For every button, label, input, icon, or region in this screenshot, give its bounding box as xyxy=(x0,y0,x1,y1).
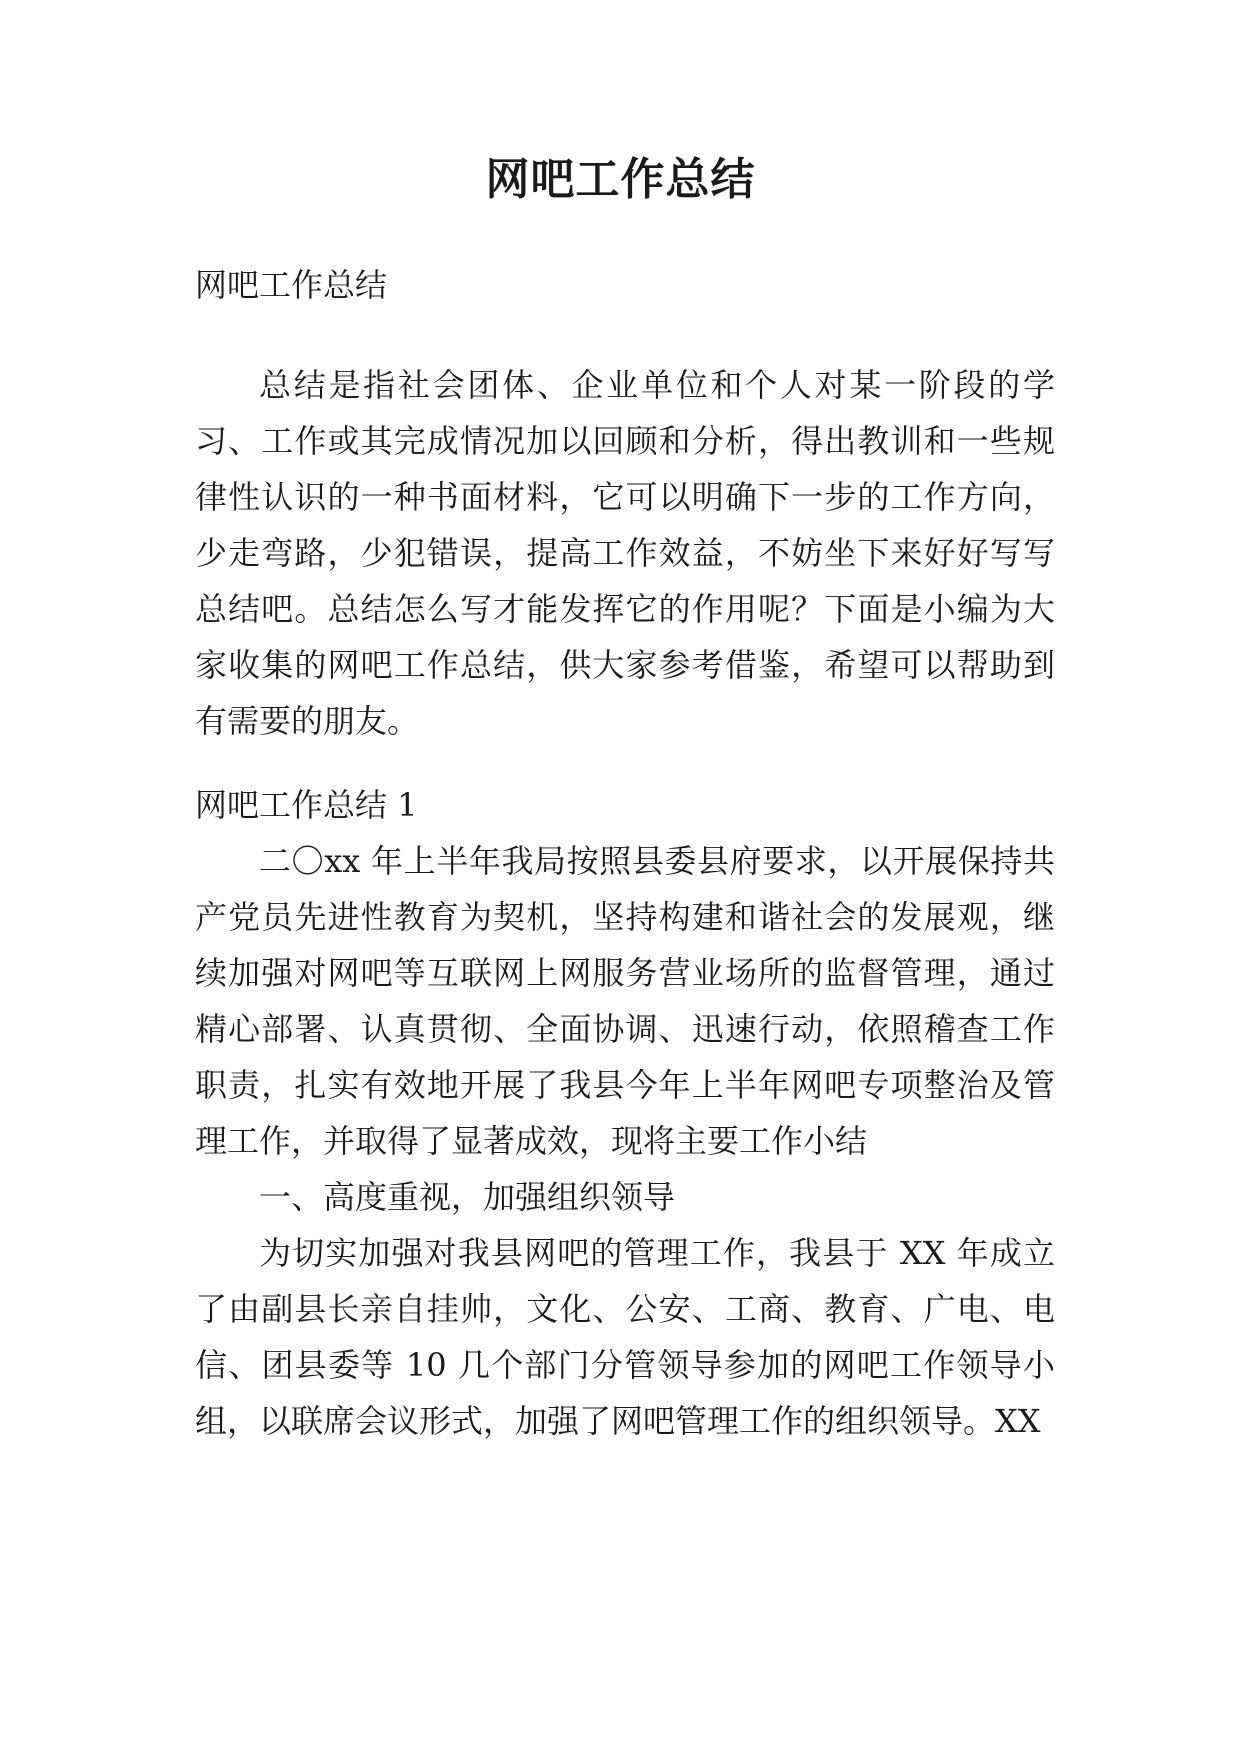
section-paragraph-2: 为切实加强对我县网吧的管理工作，我县于 XX 年成立了由副县长亲自挂帅，文化、公安、工商、教育、广电、电信、团县委等 10 几个部门分管领导参加的网吧工作领导小组，以联席会议形式，加强了网吧管理工作的组织领导。XX xyxy=(195,1234,1055,1440)
document-title: 网吧工作总结 xyxy=(485,154,756,205)
section-paragraph: 二〇xx 年上半年我局按照县委县府要求，以开展保持共产党员先进性教育为契机，坚持构建和谐社会的发展观，继续加强对网吧等互联网上网服务营业场所的监督管理，通过精心部署、认真贯彻、全面协调、迅速行动，依照稽查工作职责，扎实有效地开展了我县今年上半年网吧专项整治及管理工作，并取得了显著成效，现将主要工作小结 xyxy=(195,842,1055,1160)
section-heading: 一、高度重视，加强组织领导 xyxy=(259,1178,676,1216)
section-title: 网吧工作总结 1 xyxy=(195,786,418,824)
document-subtitle: 网吧工作总结 xyxy=(195,266,388,304)
intro-paragraph: 总结是指社会团体、企业单位和个人对某一阶段的学习、工作或其完成情况加以回顾和分析，得出教训和一些规律性认识的一种书面材料，它可以明确下一步的工作方向，少走弯路，少犯错误，提高工作效益，不妨坐下来好好写写总结吧。总结怎么写才能发挥它的作用呢？下面是小编为大家收集的网吧工作总结，供大家参考借鉴，希望可以帮助到有需要的朋友。 xyxy=(195,366,1055,740)
